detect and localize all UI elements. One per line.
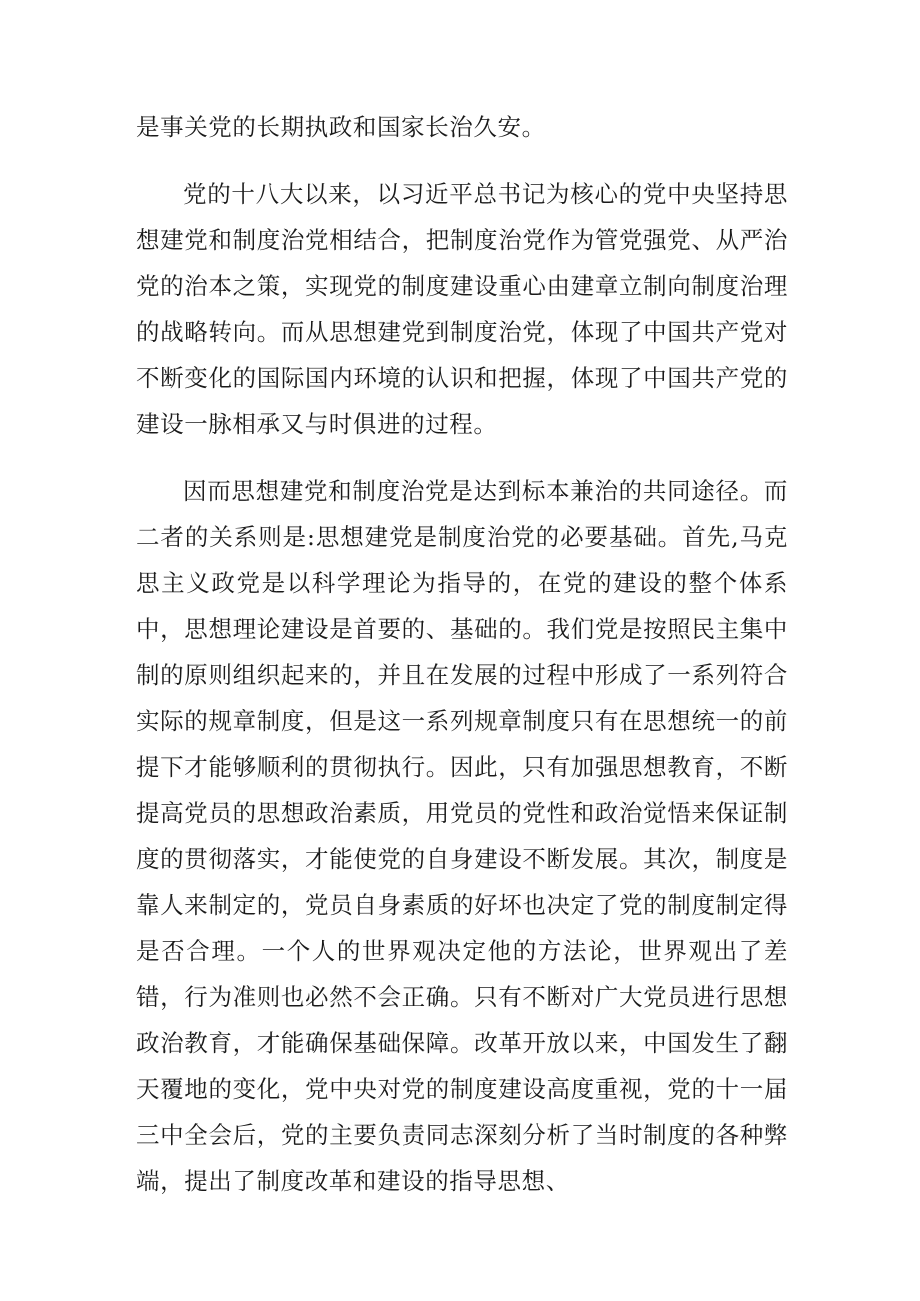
paragraph-relationship: 因而思想建党和制度治党是达到标本兼治的共同途径。而二者的关系则是:思想建党是制度治党的必要基础。首先,马克思主义政党是以科学理论为指导的，在党的建设的整个体系中，思想理论建设是首要的、基础的。我们党是按照民主集中制的原则组织起来的，并且在发展的过程中形成了一系列符合实际的规章制度，但是这一系列规章制度只有在思想统一的前提下才能够顺利的贯彻执行。因此，只有加强思想教育，不断提高党员的思想政治素质，用党员的党性和政治觉悟来保证制度的贯彻落实，才能使党的自身建设不断发展。其次，制度是靠人来制定的，党员自身素质的好坏也决定了党的制度制定得是否合理。一个人的世界观决定他的方法论，世界观出了差错，行为准则也必然不会正确。只有不断对广大党员进行思想政治教育，才能确保基础保障。改革开放以来，中国发生了翻天覆地的变化，党中央对党的制度建设高度重视，党的十一届三中全会后，党的主要负责同志深刻分析了当时制度的各种弊端，提出了制度改革和建设的指导思想、 <box>136 477 788 1195</box>
paragraph-eighteenth-congress: 党的十八大以来，以习近平总书记为核心的党中央坚持思想建党和制度治党相结合，把制度治党作为管党强党、从严治党的治本之策，实现党的制度建设重心由建章立制向制度治理的战略转向。而从思想建党到制度治党，体现了中国共产党对不断变化的国际国内环境的认识和把握，体现了中国共产党的建设一脉相承又与时俱进的过程。 <box>136 180 788 438</box>
document-body <box>136 104 788 1225</box>
paragraph-continuation: 是事关党的长期执政和国家长治久安。 <box>136 113 546 141</box>
